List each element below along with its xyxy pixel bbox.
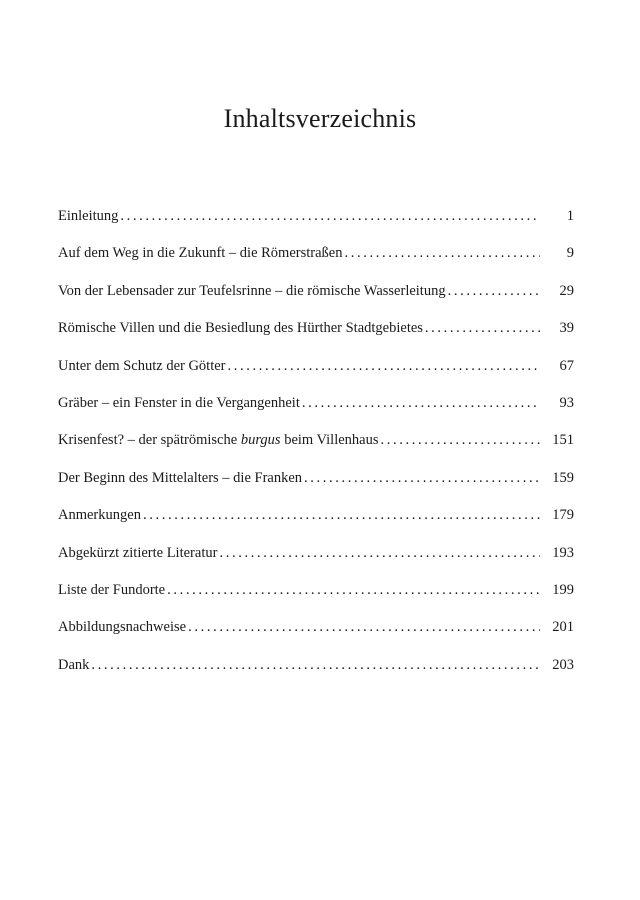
toc-entry (58, 320, 574, 357)
toc-page-number: 159 (552, 469, 574, 486)
toc-entry-title: Krisenfest? – der spätrömische burgus beim Villenhaus (58, 432, 379, 449)
toc-page-number: 93 (559, 394, 574, 411)
toc-entry-title: Dank (58, 656, 90, 673)
toc-entry (58, 358, 574, 395)
toc-dot-leader (143, 507, 540, 524)
toc-page-number: 179 (552, 507, 574, 524)
toc-entry-title: Abgekürzt zitierte Literatur (58, 544, 218, 561)
toc-entry (58, 619, 574, 656)
toc-entry (58, 582, 574, 619)
toc-entry-title: Der Beginn des Mittelalters – die Franken (58, 469, 303, 486)
toc-dot-leader (228, 358, 540, 375)
toc-page-number: 39 (559, 320, 574, 337)
table-of-contents (58, 208, 574, 694)
toc-entry-title: Einleitung (58, 208, 119, 224)
toc-entry (58, 208, 574, 245)
page-title: Inhaltsverzeichnis (223, 104, 417, 133)
toc-entry (58, 507, 574, 544)
toc-entry-title: Römische Villen und die Besiedlung des Hürther Stadtgebietes (58, 320, 423, 337)
toc-page-number: 199 (552, 581, 574, 598)
toc-entry-title: Unter dem Schutz der Götter (58, 357, 226, 374)
toc-dot-leader (344, 245, 540, 262)
toc-dot-leader (381, 432, 541, 449)
toc-dot-leader (425, 320, 540, 337)
toc-entry (58, 657, 574, 694)
toc-entry-title: Von der Lebensader zur Teufelsrinne – die römische Wasserleitung (58, 282, 446, 299)
toc-page-number: 9 (566, 245, 574, 262)
toc-dot-leader (167, 582, 540, 599)
toc-entry-title: Auf dem Weg in die Zukunft – die Römerstraßen (58, 245, 343, 262)
toc-dot-leader (91, 657, 540, 674)
toc-entry (58, 432, 574, 469)
toc-page-number: 67 (559, 357, 574, 374)
toc-entry-title: Abbildungsnachweise (58, 619, 187, 636)
toc-dot-leader (304, 470, 540, 487)
toc-page-number: 201 (552, 619, 574, 636)
toc-dot-leader (302, 395, 540, 412)
toc-entry-title: Anmerkungen (58, 507, 141, 524)
toc-dot-leader (188, 619, 540, 636)
toc-page-number: 29 (559, 282, 574, 299)
toc-dot-leader (219, 545, 540, 562)
toc-entry-title: Gräber – ein Fenster in die Vergangenheit (58, 394, 300, 411)
toc-page-number: 203 (552, 656, 574, 673)
toc-entry (58, 245, 574, 282)
toc-page-number: 1 (566, 208, 574, 224)
toc-dot-leader (120, 208, 540, 225)
toc-entry-title: Liste der Fundorte (58, 581, 166, 598)
toc-entry (58, 395, 574, 432)
toc-entry (58, 545, 574, 582)
toc-entry (58, 283, 574, 320)
toc-entry (58, 470, 574, 507)
toc-page-number: 193 (552, 544, 574, 561)
toc-dot-leader (448, 283, 540, 300)
toc-page-number: 151 (552, 432, 574, 449)
